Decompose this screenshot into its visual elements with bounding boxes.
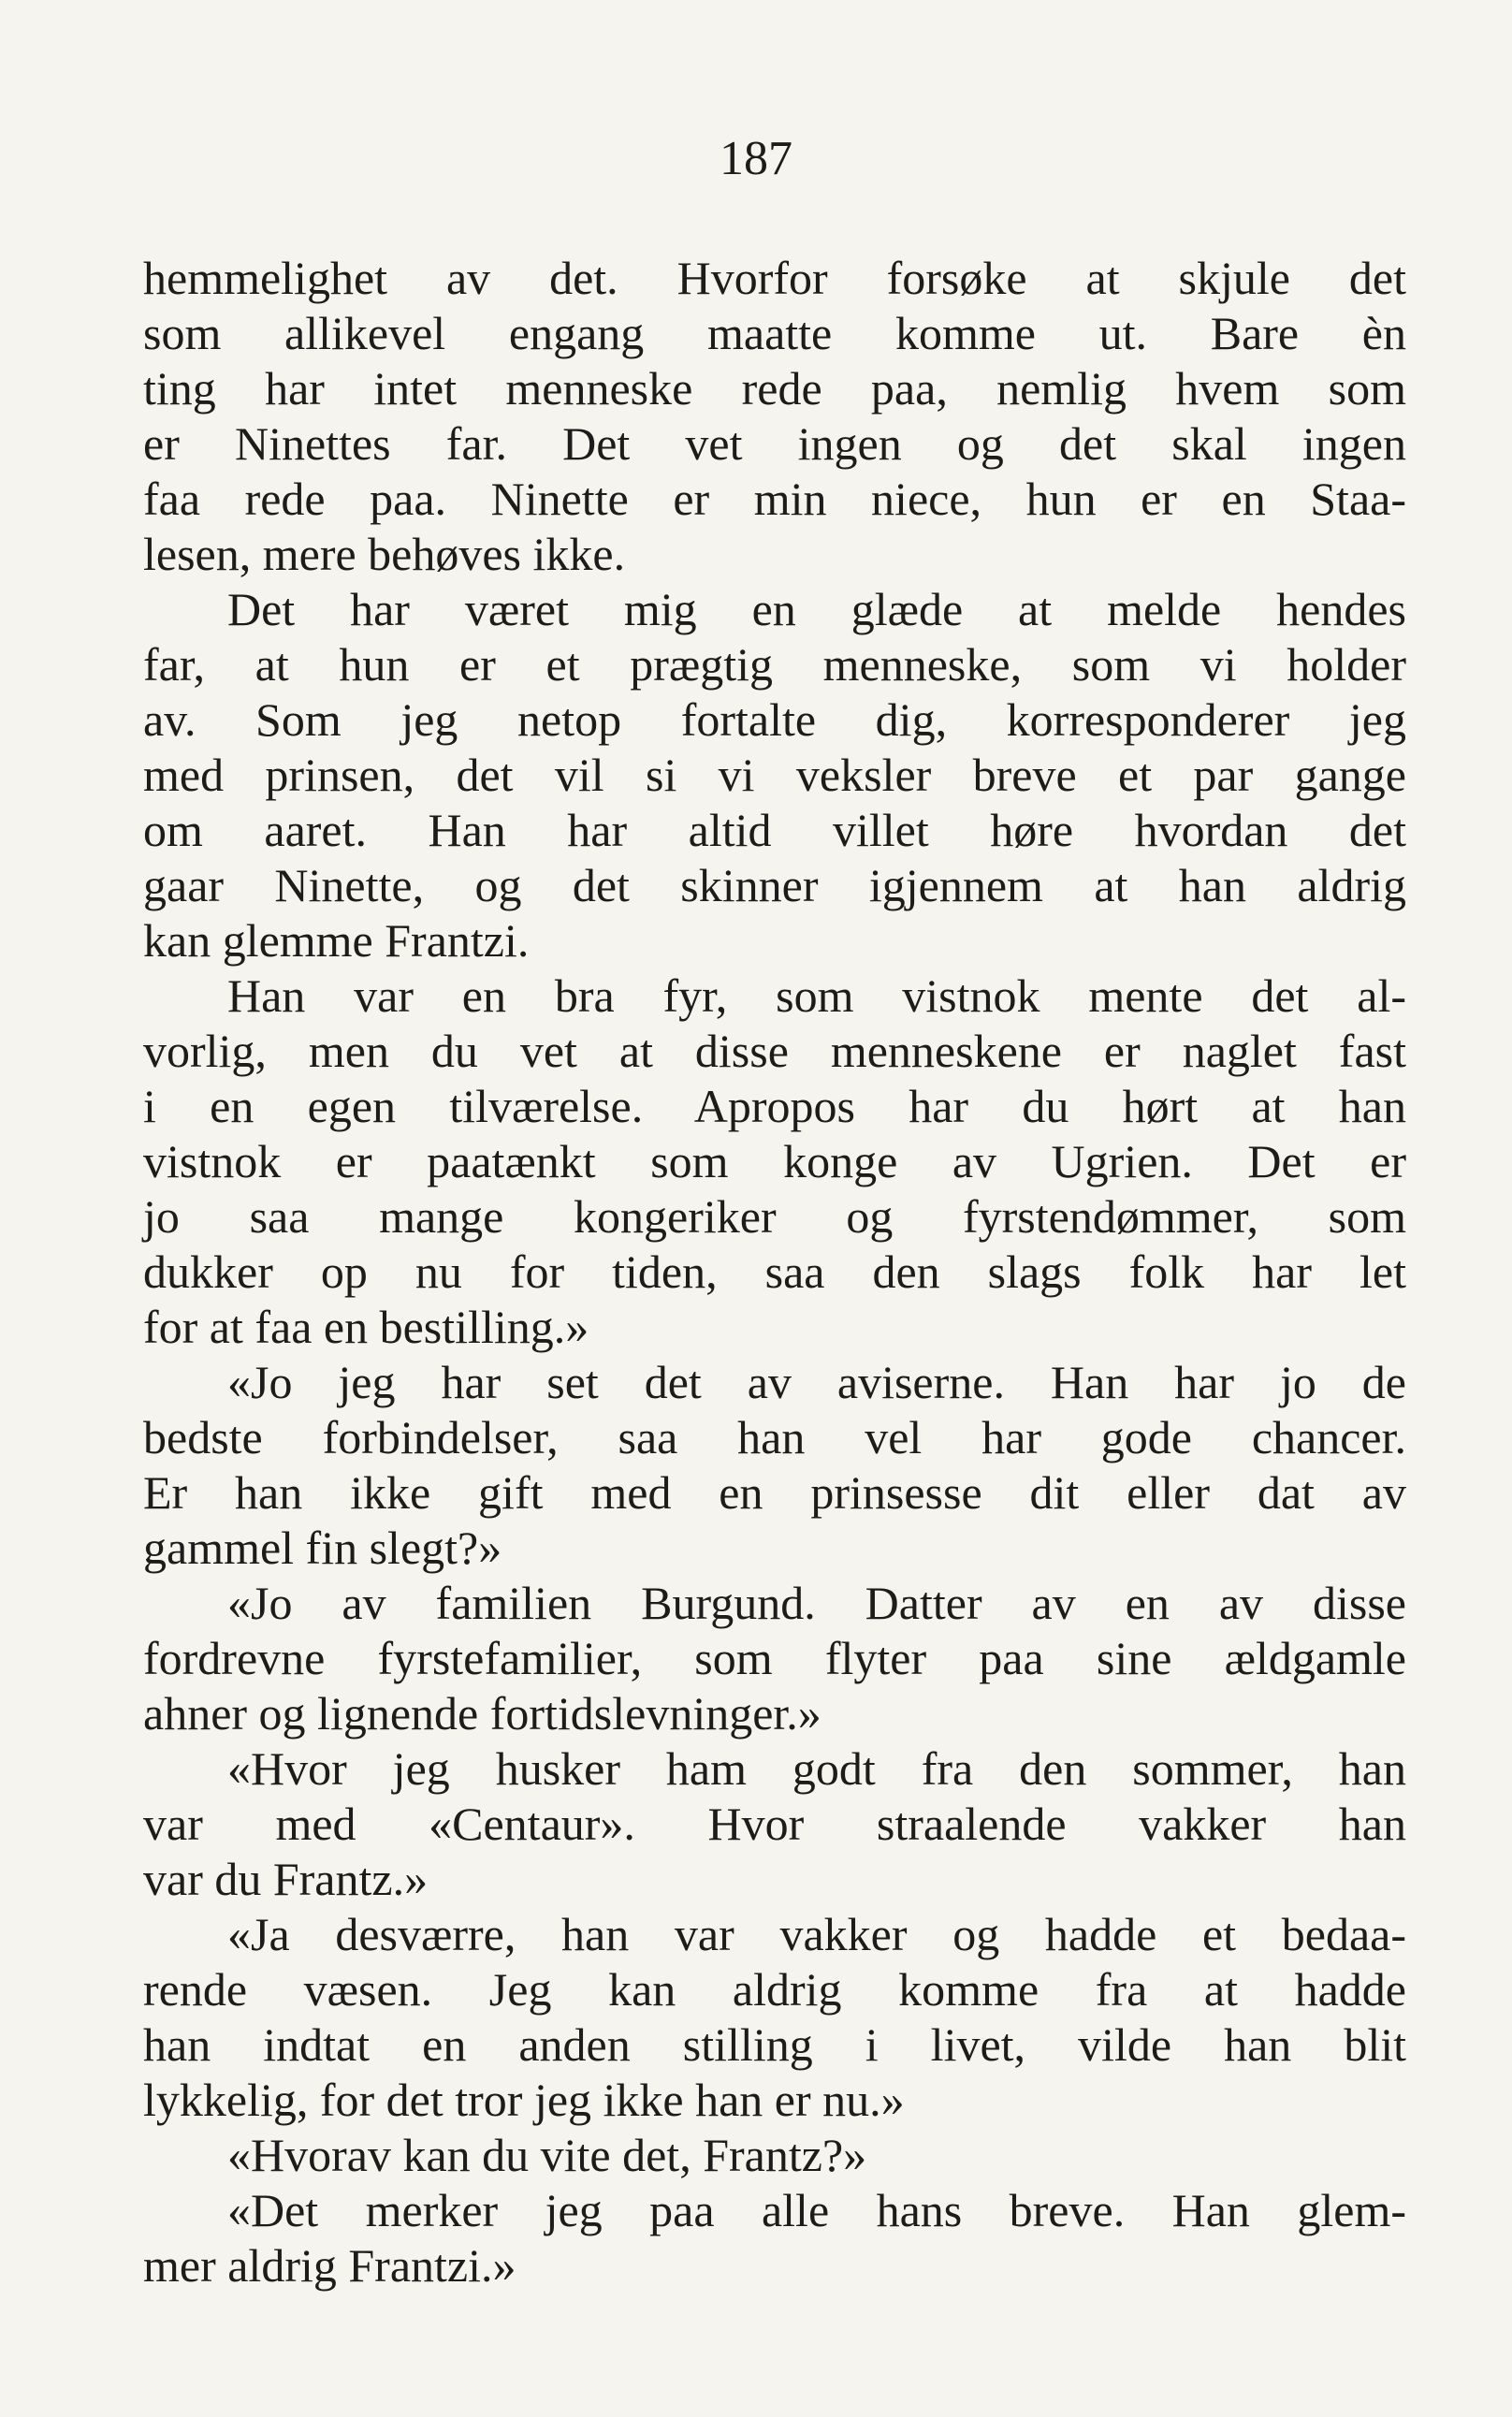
text-line: gaar Ninette, og det skinner igjennem at han aldrig: [143, 859, 1406, 911]
text-line: «Hvorav kan du vite det, Frantz?»: [227, 2129, 867, 2181]
text-line: mer aldrig Frantzi.»: [143, 2239, 516, 2292]
text-line: «Hvor jeg husker ham godt fra den sommer, han: [227, 1742, 1406, 1795]
text-line: «Jo av familien Burgund. Datter av en av disse: [227, 1577, 1406, 1629]
text-line: var med «Centaur». Hvor straalende vakker han: [143, 1798, 1406, 1850]
text-line: Det har været mig en glæde at melde hendes: [227, 583, 1406, 635]
text-line: for at faa en bestilling.»: [143, 1301, 589, 1353]
text-line: faa rede paa. Ninette er min niece, hun er en Staa-: [143, 473, 1406, 525]
text-line: var du Frantz.»: [143, 1853, 429, 1905]
text-line: far, at hun er et prægtig menneske, som vi holder: [143, 638, 1406, 691]
text-line: «Det merker jeg paa alle hans breve. Han glem-: [227, 2184, 1406, 2236]
text-line: rende væsen. Jeg kan aldrig komme fra at hadde: [143, 1963, 1406, 2016]
body-text: [143, 251, 1406, 2293]
text-line: «Ja desværre, han var vakker og hadde et bedaa-: [227, 1908, 1406, 1960]
text-line: vistnok er paatænkt som konge av Ugrien. Det er: [143, 1135, 1406, 1187]
text-line: vorlig, men du vet at disse menneskene er naglet fast: [143, 1025, 1406, 1077]
text-line: med prinsen, det vil si vi veksler breve et par gange: [143, 749, 1406, 801]
text-line: i en egen tilværelse. Apropos har du hørt at han: [143, 1080, 1406, 1132]
text-line: ting har intet menneske rede paa, nemlig hvem som: [143, 362, 1406, 415]
text-line: som allikevel engang maatte komme ut. Bare èn: [143, 307, 1406, 359]
text-line: dukker op nu for tiden, saa den slags folk har let: [143, 1245, 1406, 1298]
text-line: jo saa mange kongeriker og fyrstendømmer, som: [143, 1190, 1406, 1243]
text-line: gammel fin slegt?»: [143, 1522, 502, 1574]
text-line: han indtat en anden stilling i livet, vilde han blit: [143, 2018, 1406, 2071]
text-line: Er han ikke gift med en prinsesse dit eller dat av: [143, 1466, 1406, 1519]
text-line: lesen, mere behøves ikke.: [143, 528, 626, 580]
text-line: hemmelighet av det. Hvorfor forsøke at skjule det: [143, 252, 1406, 304]
text-line: ahner og lignende fortidslevninger.»: [143, 1687, 821, 1740]
text-line: fordrevne fyrstefamilier, som flyter paa sine ældgamle: [143, 1632, 1406, 1684]
text-line: er Ninettes far. Det vet ingen og det skal ingen: [143, 417, 1406, 470]
text-line: lykkelig, for det tror jeg ikke han er nu.»: [143, 2074, 905, 2126]
text-line: «Jo jeg har set det av aviserne. Han har jo de: [227, 1356, 1406, 1408]
text-line: om aaret. Han har altid villet høre hvordan det: [143, 804, 1406, 856]
text-line: bedste forbindelser, saa han vel har gode chancer.: [143, 1411, 1406, 1463]
text-line: av. Som jeg netop fortalte dig, korresponderer jeg: [143, 693, 1406, 746]
text-line: Han var en bra fyr, som vistnok mente det al-: [227, 969, 1406, 1022]
text-line: kan glemme Frantzi.: [143, 914, 530, 967]
page-number: 187: [720, 132, 792, 185]
